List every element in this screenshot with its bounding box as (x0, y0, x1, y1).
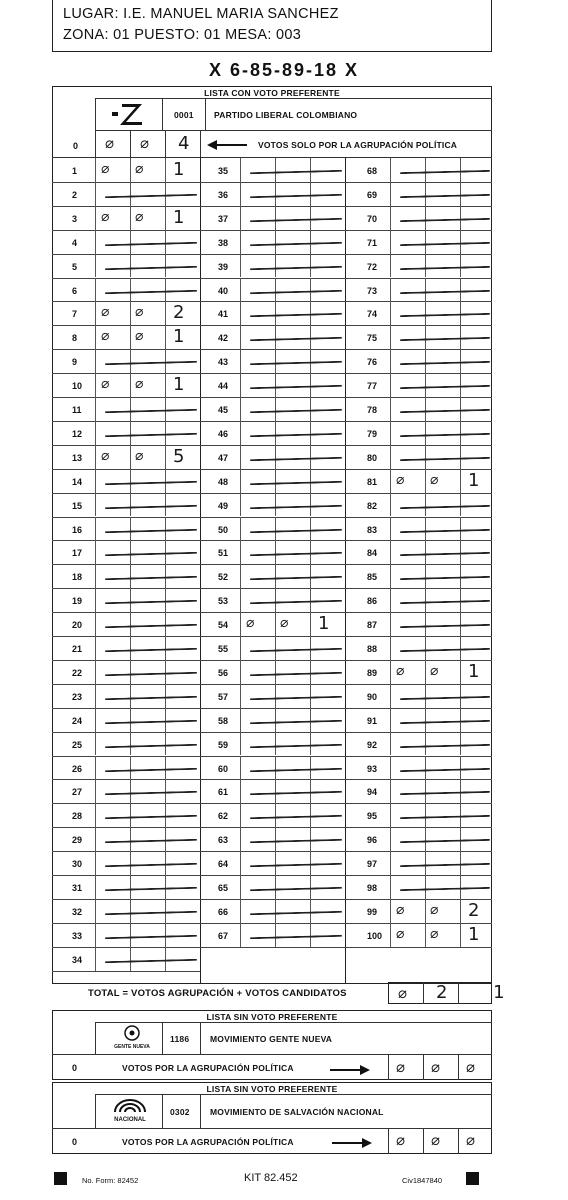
candidate-votes: 1 (173, 206, 185, 228)
candidate-number: 44 (218, 381, 229, 392)
candidate-number: 88 (367, 644, 378, 654)
candidate-number: 52 (218, 572, 229, 583)
liberal-code: 0001 (174, 110, 194, 120)
strike-mark: ⌀ (396, 471, 405, 488)
gente-nueva-row-text: VOTOS POR LA AGRUPACIÓN POLÍTICA (122, 1063, 294, 1073)
salvacion-name: MOVIMIENTO DE SALVACIÓN NACIONAL (210, 1107, 384, 1117)
arrow-left-icon (207, 138, 247, 156)
candidate-number: 41 (218, 309, 229, 320)
candidate-number: 38 (218, 237, 229, 248)
candidate-number: 81 (367, 476, 378, 487)
candidate-number: 46 (218, 428, 229, 439)
candidate-number: 87 (367, 620, 378, 631)
candidate-number: 39 (218, 261, 229, 272)
salvacion-row-label: 0 (72, 1137, 78, 1147)
candidate-number: 4 (72, 237, 78, 248)
candidate-number: 22 (72, 667, 83, 678)
candidate-number: 99 (367, 906, 378, 917)
strike-mark: ⌀ (246, 615, 255, 632)
row0-label: 0 (73, 141, 79, 151)
candidate-number: 3 (72, 213, 78, 224)
candidate-number: 75 (367, 333, 378, 344)
civ-number: Civ1847840 (402, 1176, 443, 1185)
candidate-number: 31 (72, 883, 83, 893)
candidate-number: 24 (72, 715, 83, 726)
strike-mark: ⌀ (135, 304, 144, 321)
candidate-number: 91 (367, 715, 378, 726)
strike-mark: ⌀ (396, 901, 405, 918)
candidate-number: 29 (72, 835, 83, 846)
strike-mark: ⌀ (101, 208, 110, 225)
candidate-number: 84 (367, 548, 378, 559)
candidate-number: 71 (367, 237, 378, 248)
candidate-number: 72 (367, 261, 378, 272)
gente-nueva-row-label: 0 (72, 1063, 78, 1073)
candidate-number: 25 (72, 739, 83, 750)
candidate-number: 100 (367, 930, 383, 941)
salvacion-code: 0302 (170, 1107, 190, 1117)
form-number: No. Form: 82452 (82, 1176, 139, 1185)
candidate-number: 74 (367, 309, 378, 320)
strike-mark: ⌀ (396, 925, 405, 942)
salvacion-row-text: VOTOS POR LA AGRUPACIÓN POLÍTICA (122, 1137, 294, 1147)
candidate-number: 59 (218, 739, 229, 750)
candidate-number: 12 (72, 428, 83, 439)
candidate-number: 23 (72, 691, 83, 702)
candidate-number: 70 (367, 213, 378, 224)
candidate-number: 53 (218, 596, 229, 607)
arrow-right-icon (332, 1136, 372, 1154)
gente-nueva-code: 1186 (170, 1034, 190, 1044)
candidate-number: 17 (72, 548, 83, 559)
strike-mark: ⌀ (430, 662, 439, 679)
strike-mark: ⌀ (396, 662, 405, 679)
candidate-number: 34 (72, 954, 83, 965)
candidate-number: 14 (72, 476, 83, 487)
liberal-logo-icon (112, 102, 146, 126)
candidate-number: 90 (367, 691, 378, 702)
salvacion-title: LISTA SIN VOTO PREFERENTE (206, 1084, 338, 1094)
candidate-number: 97 (367, 859, 378, 870)
candidate-number: 67 (218, 930, 229, 941)
candidate-number: 30 (72, 859, 83, 870)
candidate-number: 45 (218, 405, 229, 415)
candidate-number: 64 (218, 859, 229, 870)
candidate-number: 68 (367, 166, 378, 176)
candidate-number: 77 (367, 381, 378, 392)
mesa-id: X 6-85-89-18 X (208, 60, 360, 80)
arrow-right-icon (330, 1063, 370, 1081)
candidate-number: 80 (367, 452, 378, 463)
candidate-votes: 1 (318, 613, 330, 635)
candidate-number: 65 (218, 883, 229, 893)
row0-votes: 4 (178, 133, 190, 154)
candidate-number: 47 (218, 452, 229, 463)
candidate-number: 13 (72, 452, 83, 463)
gente-nueva-title: LISTA SIN VOTO PREFERENTE (206, 1012, 338, 1022)
candidate-number: 6 (72, 285, 78, 296)
strike-mark: ⌀ (135, 328, 144, 345)
corner-mark-left (54, 1172, 67, 1185)
candidate-number: 93 (367, 763, 378, 774)
candidate-votes: 1 (173, 326, 185, 348)
candidate-number: 58 (218, 715, 229, 726)
candidate-number: 2 (72, 189, 78, 200)
candidate-number: 54 (218, 620, 229, 631)
candidate-number: 82 (367, 500, 378, 511)
salvacion-logo-icon (104, 1098, 156, 1126)
row0-text: VOTOS SOLO POR LA AGRUPACIÓN POLÍTICA (258, 140, 458, 150)
candidate-number: 76 (367, 357, 378, 368)
candidate-number: 73 (367, 285, 378, 296)
candidate-number: 32 (72, 906, 83, 917)
candidate-number: 42 (218, 333, 229, 344)
candidate-number: 78 (367, 405, 378, 415)
candidate-number: 94 (367, 787, 378, 798)
liberal-name: PARTIDO LIBERAL COLOMBIANO (214, 110, 358, 120)
candidate-number: 5 (72, 261, 78, 272)
candidate-number: 96 (367, 835, 378, 846)
salvacion-logo-text: NACIONAL (114, 1117, 146, 1123)
candidate-number: 7 (72, 309, 78, 320)
candidate-number: 98 (367, 883, 378, 893)
gente-nueva-logo-icon (112, 1025, 152, 1051)
candidate-votes: 2 (468, 899, 480, 921)
candidate-number: 36 (218, 189, 229, 200)
candidate-number: 51 (218, 548, 229, 559)
candidate-number: 20 (72, 620, 83, 631)
total-label: TOTAL = VOTOS AGRUPACIÓN + VOTOS CANDIDATOS (88, 988, 347, 999)
candidate-number: 60 (218, 763, 229, 774)
candidate-number: 8 (72, 333, 78, 344)
candidate-votes: 2 (173, 302, 185, 324)
candidate-number: 95 (367, 811, 378, 822)
strike-mark: ⌀ (135, 447, 144, 464)
strike-mark: ⌀ (101, 447, 110, 464)
candidate-number: 43 (218, 357, 229, 368)
candidate-number: 10 (72, 381, 83, 392)
candidate-number: 56 (218, 667, 229, 678)
candidate-number: 15 (72, 500, 83, 511)
candidate-number: 21 (72, 644, 83, 654)
candidate-number: 11 (72, 405, 82, 415)
candidate-number: 66 (218, 906, 229, 917)
strike-mark: ⌀ (101, 161, 110, 177)
candidate-number: 57 (218, 691, 229, 702)
candidate-number: 86 (367, 596, 378, 607)
preferente-title: LISTA CON VOTO PREFERENTE (204, 88, 340, 98)
strike-mark: ⌀ (280, 615, 289, 632)
candidate-number: 83 (367, 524, 378, 535)
candidate-number: 40 (218, 285, 229, 296)
strike-mark: ⌀ (135, 376, 144, 393)
candidate-votes: 5 (173, 445, 185, 467)
candidate-votes: 1 (468, 469, 480, 491)
candidate-number: 33 (72, 930, 83, 941)
candidate-number: 50 (218, 524, 229, 535)
candidate-number: 69 (367, 189, 378, 200)
candidate-number: 92 (367, 739, 378, 750)
candidate-number: 9 (72, 357, 78, 368)
candidate-number: 37 (218, 213, 229, 224)
candidate-number: 48 (218, 476, 229, 487)
candidate-number: 49 (218, 500, 229, 511)
candidate-number: 26 (72, 763, 83, 774)
candidate-votes: 1 (173, 374, 185, 396)
candidate-number: 79 (367, 428, 378, 439)
candidate-number: 16 (72, 524, 83, 535)
candidate-number: 28 (72, 811, 83, 822)
kit-number: KIT 82.452 (244, 1172, 298, 1184)
candidate-votes: 1 (173, 159, 185, 180)
candidate-number: 35 (218, 166, 229, 176)
gente-nueva-name: MOVIMIENTO GENTE NUEVA (210, 1034, 333, 1044)
strike-mark: ⌀ (430, 925, 439, 942)
location-header (52, 0, 492, 52)
candidate-number: 18 (72, 572, 83, 583)
candidate-votes: 1 (468, 660, 480, 682)
strike-mark: ⌀ (101, 304, 110, 321)
strike-mark: ⌀ (135, 161, 144, 177)
candidate-number: 55 (218, 644, 229, 654)
candidate-number: 85 (367, 572, 378, 583)
candidate-number: 61 (218, 787, 229, 798)
lugar-text: LUGAR: I.E. MANUEL MARIA SANCHEZ (63, 6, 339, 22)
candidate-number: 62 (218, 811, 229, 822)
strike-mark: ⌀ (135, 208, 144, 225)
zona-text: ZONA: 01 PUESTO: 01 MESA: 003 (63, 27, 302, 43)
strike-mark: ⌀ (101, 376, 110, 393)
strike-mark: ⌀ (430, 471, 439, 488)
candidate-number: 27 (72, 787, 83, 798)
candidate-number: 19 (72, 596, 83, 607)
strike-mark: ⌀ (101, 328, 110, 345)
gente-nueva-logo-text: GENTE NUEVA (114, 1044, 150, 1050)
candidate-number: 63 (218, 835, 229, 846)
corner-mark-right (466, 1172, 479, 1185)
candidate-votes: 1 (468, 923, 480, 945)
total-value: 2 1 (436, 982, 525, 1003)
candidate-number: 1 (72, 166, 78, 176)
candidate-number: 89 (367, 667, 378, 678)
strike-mark: ⌀ (430, 901, 439, 918)
